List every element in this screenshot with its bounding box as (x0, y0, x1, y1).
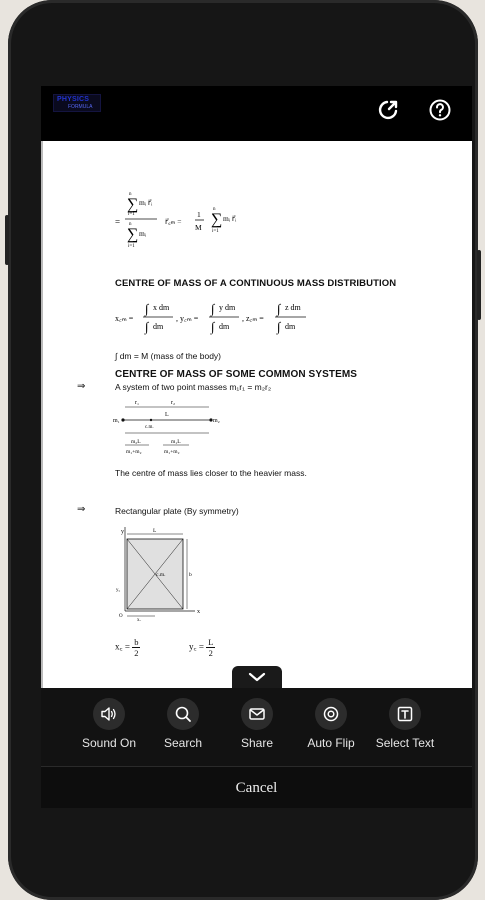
svg-text:n: n (129, 222, 132, 227)
svg-text:y dm: y dm (219, 303, 236, 312)
share-label: Share (240, 736, 274, 750)
share-out-icon[interactable] (375, 97, 401, 123)
svg-text:dm: dm (153, 322, 164, 331)
speaker-icon (93, 698, 125, 730)
rectangular-plate-text: Rectangular plate (By symmetry) (115, 506, 239, 516)
svg-text:∫: ∫ (211, 301, 215, 316)
svg-text:∑: ∑ (211, 211, 223, 228)
select-text-label: Select Text (375, 736, 435, 750)
xc-label: x꜀ = (115, 641, 130, 652)
bullet-arrow-2: ⇒ (77, 504, 86, 515)
yc-fraction: $\frac{L}{2}$ (208, 637, 214, 658)
two-mass-diagram (113, 397, 223, 470)
svg-text:mᵢ: mᵢ (139, 229, 147, 238)
svg-text:∫: ∫ (277, 301, 281, 316)
diagram-m1: m₁ (113, 418, 120, 424)
document-page[interactable] (41, 141, 472, 688)
svg-text:∑: ∑ (127, 196, 139, 213)
search-button[interactable] (146, 698, 220, 760)
svg-text:i=1: i=1 (128, 244, 135, 249)
bullet-arrow: ⇒ (77, 381, 86, 392)
svg-text:i=1: i=1 (128, 212, 135, 217)
plate-origin: O (119, 614, 123, 619)
top-bar (41, 86, 472, 141)
auto-flip-icon (315, 698, 347, 730)
svg-text:∫: ∫ (145, 319, 149, 334)
svg-text:n: n (129, 192, 132, 197)
svg-text:i=1: i=1 (212, 229, 219, 234)
svg-text:mᵢ r⃗ᵢ: mᵢ r⃗ᵢ (223, 214, 237, 223)
yc-label: y꜀ = (189, 641, 204, 652)
help-icon[interactable] (427, 97, 453, 123)
cancel-button[interactable]: Cancel (41, 766, 472, 808)
svg-text:1: 1 (197, 210, 201, 219)
svg-text:, z꜀ₘ =: , z꜀ₘ = (242, 314, 264, 323)
power-button (477, 250, 481, 320)
plate-length-L: L (153, 528, 157, 534)
heavier-mass-note: The centre of mass lies closer to the heavier mass. (115, 468, 307, 478)
heading-continuous-mass: CENTRE OF MASS OF A CONTINUOUS MASS DISTRIBUTION (115, 278, 397, 289)
sound-on-label: Sound On (81, 736, 137, 750)
search-icon (167, 698, 199, 730)
bottom-toolbar (41, 688, 472, 766)
plate-width-b: b (189, 572, 192, 578)
svg-text:∫: ∫ (145, 301, 149, 316)
equation-xc (115, 637, 140, 658)
svg-text:=: = (115, 217, 121, 227)
dm-definition: ∫ dm = M (mass of the body) (115, 351, 222, 361)
svg-text:dm: dm (219, 322, 230, 331)
plate-axis-y: y (121, 529, 124, 535)
svg-text:x dm: x dm (153, 303, 170, 312)
auto-flip-label: Auto Flip (307, 736, 355, 750)
equation-summation (113, 191, 253, 258)
svg-text:x꜀ₘ =: x꜀ₘ = (115, 314, 134, 323)
diagram-m2: m₂ (213, 418, 220, 424)
share-button[interactable] (220, 698, 294, 760)
xc-fraction: $\frac{b}{2}$ (134, 637, 139, 658)
svg-text:n: n (213, 207, 216, 212)
svg-text:∑: ∑ (127, 226, 139, 243)
phone-frame (8, 0, 478, 900)
svg-text:∫: ∫ (211, 319, 215, 334)
svg-text:M: M (195, 223, 202, 232)
mail-icon (241, 698, 273, 730)
diagram-cm: c.m. (145, 425, 154, 430)
logo-text: PHYSICS (57, 96, 90, 103)
text-select-icon (389, 698, 421, 730)
screen (41, 86, 472, 808)
collapse-toolbar-button[interactable] (232, 666, 282, 688)
select-text-button[interactable] (368, 698, 442, 760)
plate-yc: y꜀ (116, 588, 121, 593)
frac2-den: m₁+m₂ (164, 449, 180, 455)
auto-flip-button[interactable] (294, 698, 368, 760)
svg-text:∫: ∫ (277, 319, 281, 334)
volume-button (5, 215, 9, 265)
diagram-r2: r₂ (171, 400, 176, 406)
two-point-masses-text: A system of two point masses m₁r₁ = m₂r₂ (115, 382, 272, 392)
plate-xc: x꜀ (137, 618, 142, 621)
heading-common-systems: CENTRE OF MASS OF SOME COMMON SYSTEMS (115, 369, 358, 380)
svg-text:, y꜀ₘ =: , y꜀ₘ = (176, 314, 199, 323)
rectangular-plate-diagram (115, 521, 205, 626)
svg-text:z dm: z dm (285, 303, 301, 312)
logo-subtext: FORMULA (68, 104, 93, 110)
svg-text:dm: dm (285, 322, 296, 331)
chevron-down-icon (232, 666, 282, 688)
frac1-den: m₁+m₂ (126, 449, 142, 455)
svg-text:mᵢ r⃗ᵢ: mᵢ r⃗ᵢ (139, 198, 153, 207)
plate-axis-x: x (197, 609, 200, 615)
svg-text:r⃗꜀ₘ =: r⃗꜀ₘ = (165, 217, 182, 226)
equation-yc (189, 637, 215, 658)
app-logo (53, 94, 101, 112)
diagram-L: L (165, 412, 169, 418)
plate-cm: c.m. (156, 572, 166, 578)
diagram-r1: r₁ (135, 400, 140, 406)
sound-on-button[interactable] (72, 698, 146, 760)
frac1-num: m₂L (131, 439, 141, 445)
page-edge (41, 141, 43, 688)
frac2-num: m₁L (171, 439, 181, 445)
search-label: Search (163, 736, 203, 750)
equation-integrals (113, 293, 323, 344)
